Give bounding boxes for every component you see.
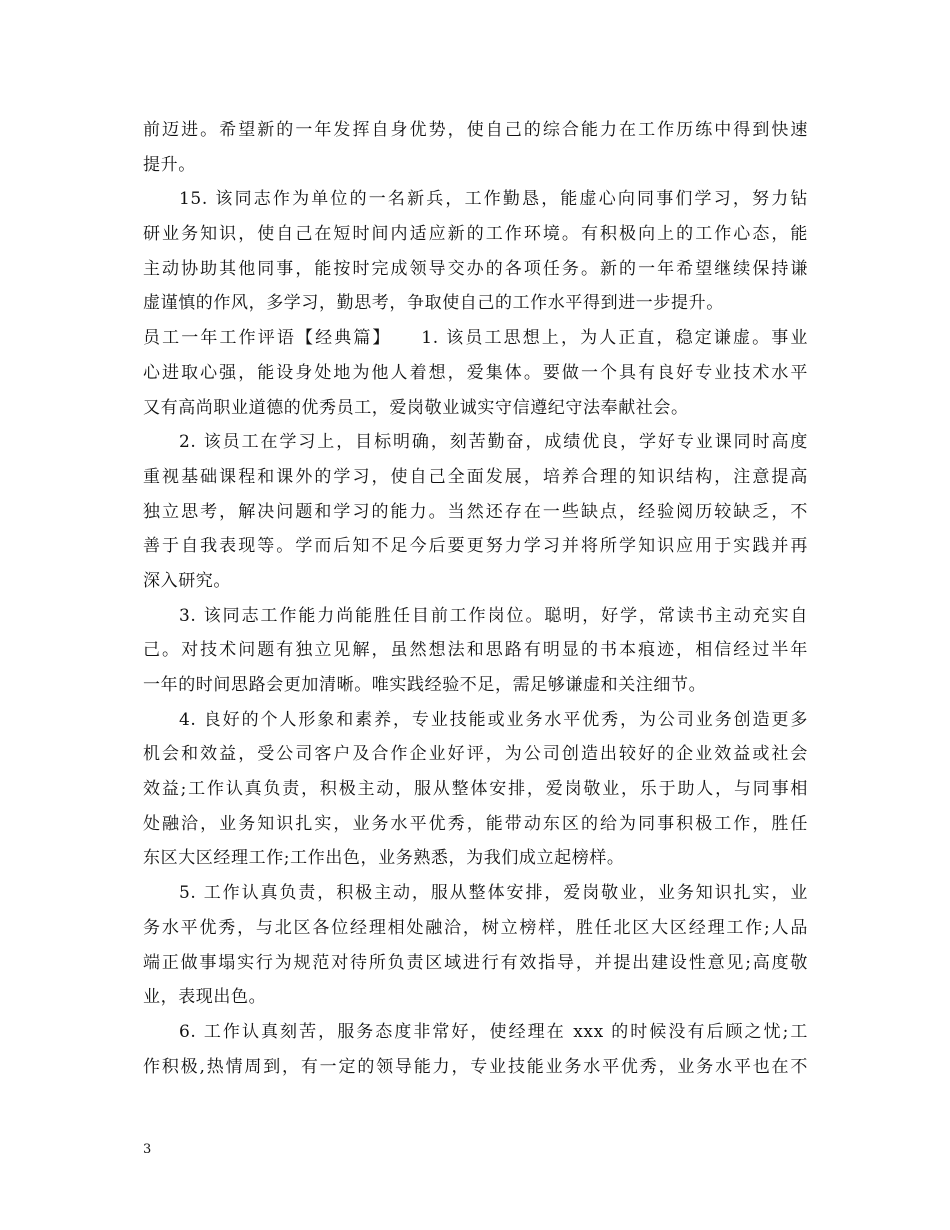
text-line: 端正做事塌实行为规范对待所负责区域进行有效指导，并提出建设性意见;高度敬: [143, 952, 808, 973]
text-line: 一年的时间思路会更加清晰。唯实践经验不足，需足够谦虚和关注细节。: [143, 675, 707, 695]
text-line: 5. 工作认真负责，积极主动，服从整体安排，爱岗敬业，业务知识扎实，业: [179, 883, 808, 904]
text-line: 员工一年工作评语【经典篇】 1. 该员工思想上，为人正直，稳定谦虚。事业: [143, 328, 808, 349]
text-line: 3. 该同志工作能力尚能胜任目前工作岗位。聪明，好学，常读书主动充实自: [179, 605, 808, 626]
text-line: 务水平优秀，与北区各位经理相处融洽，树立榜样，胜任北区大区经理工作;人品: [143, 917, 808, 938]
text-line: 前迈进。希望新的一年发挥自身优势，使自己的综合能力在工作历练中得到快速: [143, 120, 808, 140]
text-line: 提升。: [143, 154, 196, 175]
text-line: 深入研究。: [143, 570, 231, 591]
text-line: 15. 该同志作为单位的一名新兵，工作勤恳，能虚心向同事们学习，努力钻: [179, 189, 808, 210]
text-line: 2. 该员工在学习上，目标明确，刻苦勤奋，成绩优良，学好专业课同时高度: [179, 432, 808, 453]
text-line: 独立思考，解决问题和学习的能力。当然还存在一些缺点，经验阅历较缺乏，不: [143, 501, 808, 522]
paragraph-item-4: [143, 703, 808, 876]
text-line: 又有高尚职业道德的优秀员工，爱岗敬业诚实守信遵纪守法奉献社会。: [143, 397, 689, 418]
document-body: [143, 113, 808, 1084]
text-line: 效益;工作认真负责，积极主动，服从整体安排，爱岗敬业，乐于助人，与同事相: [143, 779, 808, 800]
paragraph-item-5: [143, 876, 808, 1015]
paragraph-continuation: [143, 113, 808, 182]
text-line: 善于自我表现等。学而后知不足今后要更努力学习并将所学知识应用于实践并再: [143, 536, 808, 557]
text-line: 机会和效益，受公司客户及合作企业好评，为公司创造出较好的企业效益或社会: [143, 744, 808, 765]
paragraph-item-15: [143, 182, 808, 321]
text-line: 业，表现出色。: [143, 987, 267, 1008]
text-line: 己。对技术问题有独立见解，虽然想法和思路有明显的书本痕迹，相信经过半年: [143, 640, 808, 661]
text-line: 心进取心强，能设身处地为他人着想，爱集体。要做一个具有良好专业技术水平: [143, 362, 808, 383]
text-line: 东区大区经理工作;工作出色，业务熟悉，为我们成立起榜样。: [143, 848, 625, 869]
paragraph-section-heading-item-1: [143, 321, 808, 425]
text-line: 处融洽，业务知识扎实，业务水平优秀，能带动东区的给为同事积极工作，胜任: [143, 813, 808, 834]
paragraph-item-6: [143, 1015, 808, 1084]
text-line: 作积极,热情周到，有一定的领导能力，专业技能业务水平优秀，业务水平也在不: [143, 1056, 808, 1077]
text-line: 4. 良好的个人形象和素养，专业技能或业务水平优秀，为公司业务创造更多: [179, 709, 808, 730]
paragraph-item-2: [143, 425, 808, 598]
text-line: 主动协助其他同事，能按时完成领导交办的各项任务。新的一年希望继续保持谦: [143, 258, 808, 279]
paragraph-item-3: [143, 599, 808, 703]
text-line: 6. 工作认真刻苦，服务态度非常好，使经理在 xxx 的时候没有后顾之忧;工: [179, 1021, 808, 1042]
text-line: 虚谨慎的作风，多学习，勤思考，争取使自己的工作水平得到进一步提升。: [143, 293, 724, 314]
text-line: 研业务知识，使自己在短时间内适应新的工作环境。有积极向上的工作心态，能: [143, 224, 808, 245]
text-line: 重视基础课程和课外的学习，使自己全面发展，培养合理的知识结构，注意提高: [143, 466, 808, 487]
page-number: 3: [143, 1142, 152, 1157]
